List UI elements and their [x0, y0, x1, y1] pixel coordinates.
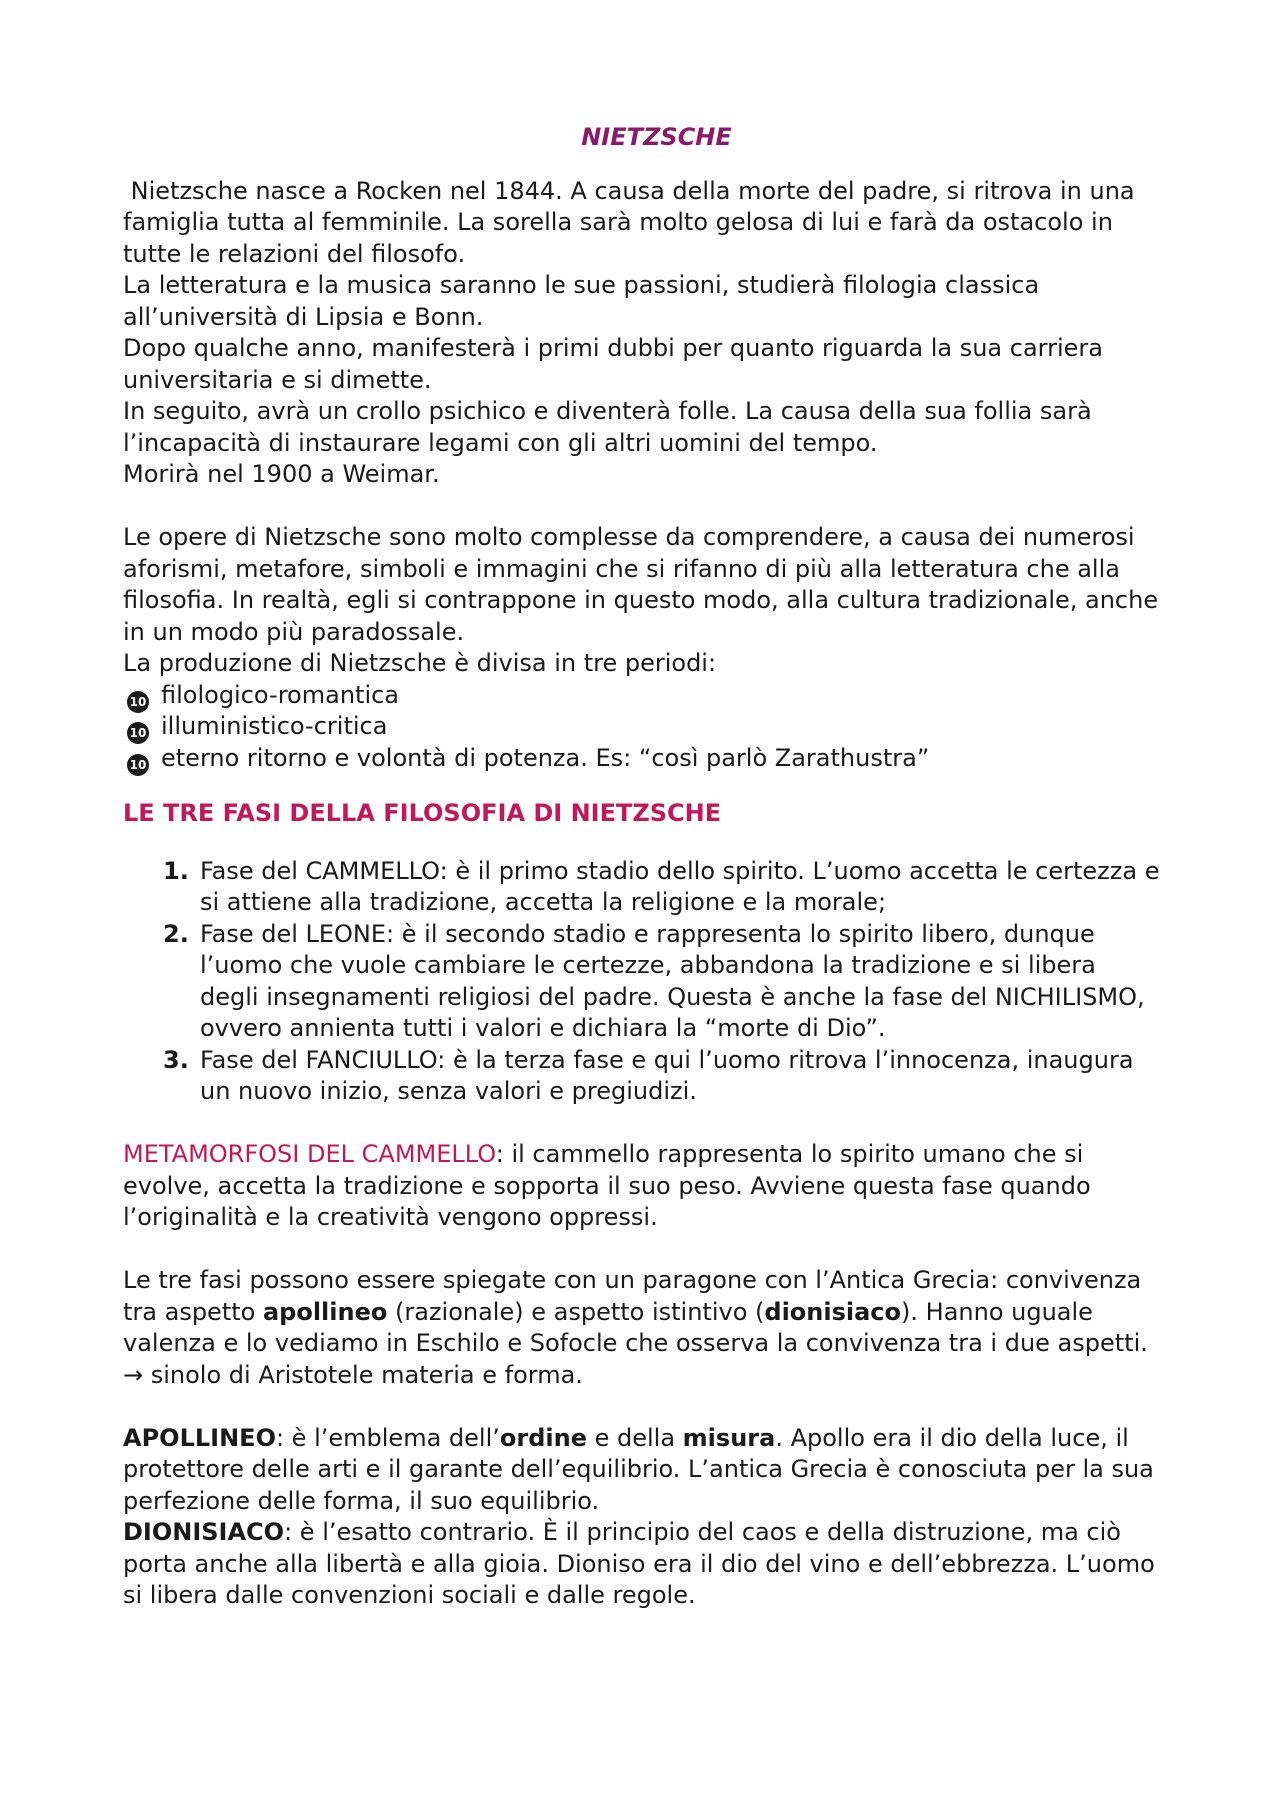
numbered-circle-bullet-icon: 10	[127, 722, 149, 744]
bio-paragraph-3: Dopo qualche anno, manifesterà i primi dubbi per quanto riguarda la sua carriera universitaria e si dimette.	[123, 334, 1103, 394]
text-run: e della	[586, 1423, 683, 1452]
metamorfosi-text: : il cammello rappresenta lo spirito umano che si evolve, accetta la tradizione e sopporta il suo peso. Avviene questa fase quando l’originalità e la creatività vengono oppressi.	[123, 1140, 1091, 1231]
works-paragraph: Le opere di Nietzsche sono molto complesse da comprendere, a causa dei numerosi aforismi, metafore, simboli e immagini che si rifanno di più alla letteratura che alla filosofia. In realtà, egli si contrappone in questo modo, alla cultura tradizionale, anche in un modo più paradossale.	[123, 523, 1159, 646]
text-run: . Apollo era il dio della luce, il protettore delle arti e il garante dell’equilibrio. L’antica Grecia è conosciuta per la sua perfezione delle forma, il suo equilibrio.	[123, 1423, 1154, 1515]
period-label: filologico-romantica	[161, 680, 400, 709]
spacer	[123, 1391, 1160, 1423]
list-item	[127, 680, 1160, 712]
list-item	[163, 856, 1160, 919]
metamorfosi-paragraph	[123, 1139, 1160, 1234]
biography-section	[123, 176, 1160, 491]
bio-paragraph-1: Nietzsche nasce a Rocken nel 1844. A causa della morte del padre, si ritrova in una famiglia tutta al femminile. La sorella sarà molto gelosa di lui e farà da ostacolo in tutte le relazioni del filosofo.	[123, 176, 1143, 268]
periods-list	[123, 680, 1160, 775]
period-label: illuministico-critica	[161, 712, 388, 740]
grecia-paragraph	[123, 1265, 1160, 1391]
text-run: Le tre fasi possono essere spiegate con un paragone con l’Antica Grecia: convivenza tra aspetto	[123, 1266, 1142, 1326]
text-run: : è l’emblema dell’	[275, 1423, 500, 1452]
step-text: Fase del CAMMELLO: è il primo stadio dello spirito. L’uomo accetta le certezza e si attiene alla tradizione, accetta la religione e la morale;	[200, 856, 1160, 916]
text-run: ). Hanno uguale valenza e lo vediamo in Eschilo e Sofocle che osserva la convivenza tra i due aspetti. → sinolo di Aristotele materia e forma.	[123, 1297, 1148, 1389]
bio-paragraph-4: In seguito, avrà un crollo psichico e diventerà folle. La causa della sua follia sarà l’incapacità di instaurare legami con gli altri uomini del tempo.	[123, 397, 1092, 457]
bio-paragraph-2: La letteratura e la musica saranno le sue passioni, studierà filologia classica all’università di Lipsia e Bonn.	[123, 271, 1040, 331]
step-number: 3.	[163, 1045, 189, 1074]
numbered-circle-bullet-icon: 10	[127, 754, 149, 776]
bold-term: dionisiaco	[764, 1297, 902, 1326]
step-text: Fase del FANCIULLO: è la terza fase e qui l’uomo ritrova l’innocenza, inaugura un nuovo inizio, senza valori e pregiudizi.	[200, 1045, 1134, 1105]
list-item	[127, 711, 1160, 743]
section-heading: LE TRE FASI DELLA FILOSOFIA DI NIETZSCHE	[123, 799, 722, 827]
dionisiaco-label: DIONISIACO	[123, 1518, 285, 1546]
period-label: eterno ritorno e volontà di potenza. Es: “così parlò Zarathustra”	[161, 743, 930, 772]
step-text: Fase del LEONE: è il secondo stadio e rappresenta lo spirito libero, dunque l’uomo che vuole cambiare le certezze, abbandona la tradizione e si libera degli insegnamenti religiosi del padre. Questa è anche la fase del NICHILISMO, ovvero annienta tutti i valori e dichiara la “morte di Dio”.	[200, 919, 1145, 1042]
step-number: 1.	[163, 856, 189, 885]
dionisiaco-paragraph	[123, 1517, 1160, 1612]
apollineo-paragraph	[123, 1423, 1160, 1518]
spacer	[123, 491, 1160, 523]
text-run: : è l’esatto contrario. È il principio del caos e della distruzione, ma ciò porta anche alla libertà e alla gioia. Dioniso era il dio del vino e dell’ebbrezza. L’uomo si libera dalle convenzioni sociali e dalle regole.	[123, 1518, 1155, 1609]
phases-list	[123, 856, 1160, 1108]
bold-term: misura	[682, 1423, 776, 1452]
works-section	[123, 522, 1160, 774]
metamorfosi-label: METAMORFOSI DEL CAMMELLO	[123, 1140, 496, 1168]
numbered-circle-bullet-icon: 10	[127, 691, 149, 713]
text-run: (razionale) e aspetto istintivo (	[387, 1297, 765, 1326]
apollineo-label: APOLLINEO	[123, 1423, 276, 1452]
list-item	[127, 743, 1160, 775]
bio-paragraph-5: Morirà nel 1900 a Weimar.	[123, 460, 440, 488]
periods-intro: La produzione di Nietzsche è divisa in tre periodi:	[123, 649, 717, 677]
spacer	[123, 1108, 1160, 1140]
list-item	[163, 919, 1160, 1045]
bold-term: apollineo	[262, 1297, 388, 1326]
step-number: 2.	[163, 919, 189, 948]
list-item	[163, 1045, 1160, 1108]
page-title: NIETZSCHE	[581, 123, 732, 151]
bold-term: ordine	[499, 1423, 587, 1452]
spacer	[123, 1234, 1160, 1266]
